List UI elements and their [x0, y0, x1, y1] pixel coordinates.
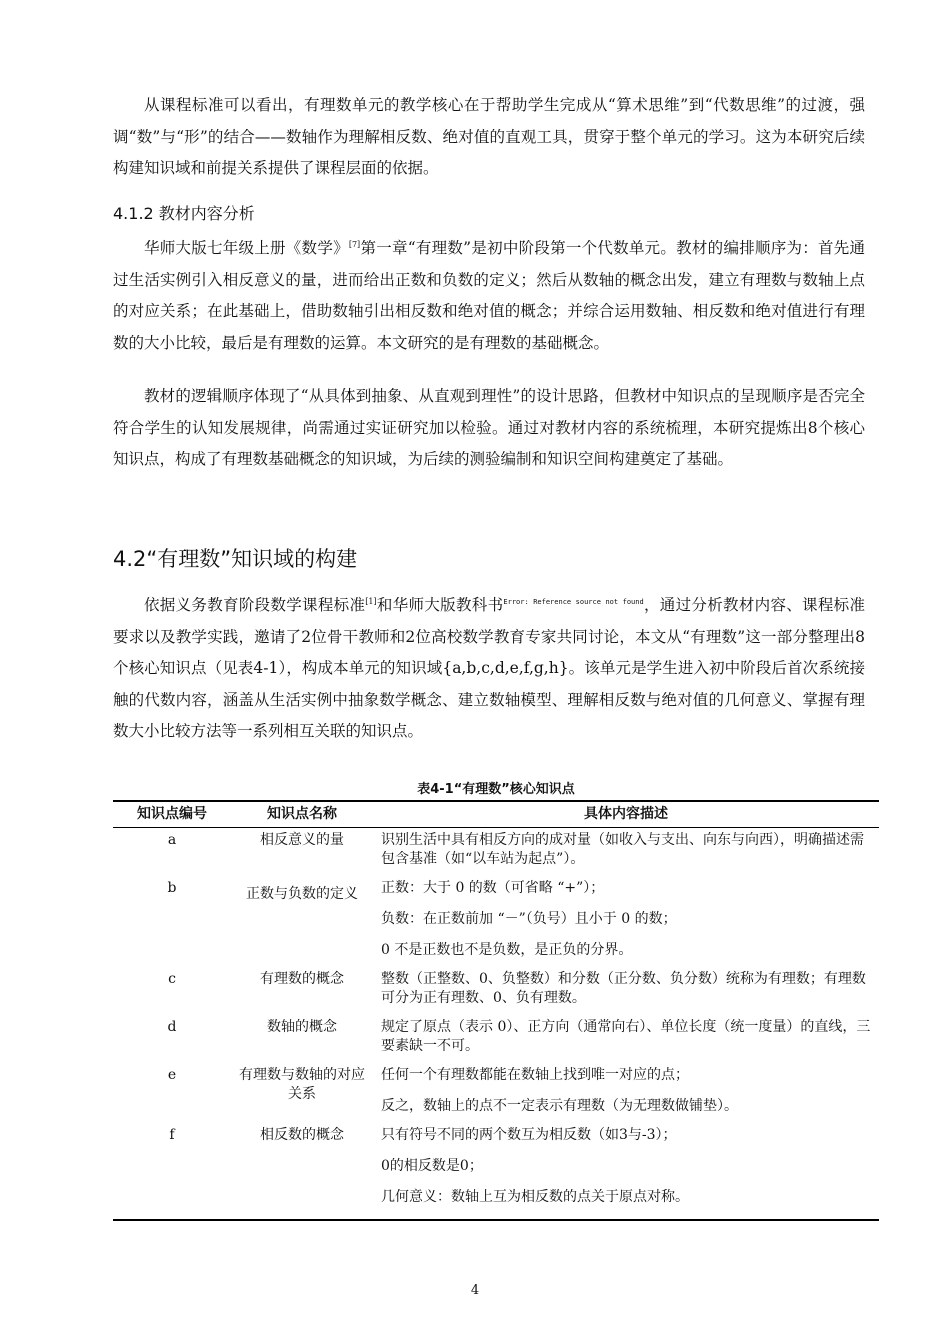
cell-name: 正数与负数的定义	[246, 886, 358, 902]
description-line: 任何一个有理数都能在数轴上找到唯一对应的点；	[381, 1067, 689, 1083]
description-line: 整数（正整数、0、负整数）和分数（正分数、负分数）统称为有理数；有理数可分为正有理数、0、负有理数。	[381, 971, 866, 1006]
text-run: 华师大版七年级上册《数学》	[144, 239, 349, 257]
cell-code: d	[167, 1019, 177, 1035]
description-line: 正数：大于 0 的数（可省略 “+”）；	[381, 880, 605, 896]
description-line: 负数：在正数前加 “－”（负号）且小于 0 的数；	[381, 911, 677, 927]
table-header-row	[113, 801, 879, 828]
paragraph-knowledge-domain	[113, 590, 865, 748]
cell-description	[373, 1015, 879, 1063]
description-line: 0 不是正数也不是负数，是正负的分界。	[381, 942, 633, 958]
table-row	[113, 876, 879, 967]
cell-name: 有理数的概念	[260, 971, 344, 987]
cell-description	[373, 828, 879, 877]
description-line: 规定了原点（表示 0）、正方向（通常向右）、单位长度（统一度量）的直线，三要素缺一不可。	[381, 1019, 871, 1054]
description-line: 反之，数轴上的点不一定表示有理数（为无理数做铺垫）。	[381, 1098, 738, 1114]
description-line: 几何意义：数轴上互为相反数的点关于原点对称。	[381, 1189, 689, 1205]
citation-ref: [1]	[365, 597, 377, 606]
text-run: ，通过分析教材内容、课程标准要求以及教学实践，邀请了2位骨干教师和2位高校数学教育专家共同讨论，本文从“有理数”这一部分整理出8个核心知识点（见表4-1），构成本单元的知识域{a,b,c,d,e,f,g,h}。该单元是学生进入初中阶段后首次系统接触的代数内容，涵盖从生活实例中抽象数学概念、建立数轴模型、理解相反数与绝对值的几何意义、掌握有理数大小比较方法等一系列相互关联的知识点。	[113, 596, 865, 740]
table-row	[113, 1063, 879, 1123]
description-line: 只有符号不同的两个数互为相反数（如3与-3）；	[381, 1127, 677, 1143]
cell-description	[373, 1063, 879, 1123]
cell-name: 相反数的概念	[231, 1123, 373, 1220]
description-line: 0的相反数是0；	[381, 1158, 483, 1174]
table-row	[113, 1015, 879, 1063]
cell-description	[373, 967, 879, 1015]
cell-description	[373, 1123, 879, 1220]
table-row	[113, 1123, 879, 1220]
cell-code: e	[167, 1067, 177, 1083]
cell-name: 相反意义的量	[260, 832, 344, 848]
paragraph-textbook-logic: 教材的逻辑顺序体现了“从具体到抽象、从直观到理性”的设计思路，但教材中知识点的呈现顺序是否完全符合学生的认知发展规律，尚需通过实证研究加以检验。通过对教材内容的系统梳理，本研究提炼出8个核心知识点，构成了有理数基础概念的知识域，为后续的测验编制和知识空间构建奠定了基础。	[113, 387, 865, 468]
cell-code: b	[167, 880, 177, 896]
cell-name: 数轴的概念	[267, 1019, 337, 1035]
text-run: 依据义务教育阶段数学课程标准	[144, 596, 366, 614]
section-heading-4-1-2: 4.1.2 教材内容分析	[113, 204, 255, 223]
description-line: 识别生活中具有相反方向的成对量（如收入与支出、向东与向西），明确描述需包含基准（如“以车站为起点”）。	[381, 832, 864, 867]
paragraph-curriculum-summary: 从课程标准可以看出，有理数单元的教学核心在于帮助学生完成从“算术思维”到“代数思维”的过渡，强调“数”与“形”的结合——数轴作为理解相反数、绝对值的直观工具，贯穿于整个单元的学习。这为本研究后续构建知识域和前提关系提供了课程层面的依据。	[113, 96, 865, 177]
header-code: 知识点编号	[113, 801, 231, 828]
text-run: 第一章“有理数”是初中阶段第一个代数单元。教材的编排顺序为：首先通过生活实例引入相反意义的量，进而给出正数和负数的定义；然后从数轴的概念出发，建立有理数与数轴上点的对应关系；在此基础上，借助数轴引出相反数和绝对值的概念；并综合运用数轴、相反数和绝对值进行有理数的大小比较，最后是有理数的运算。本文研究的是有理数的基础概念。	[113, 239, 865, 352]
section-heading-4-2: 4.2“有理数”知识域的构建	[113, 547, 358, 571]
cell-description	[373, 876, 879, 967]
table-row	[113, 967, 879, 1015]
page-number: 4	[470, 1283, 480, 1298]
cell-code: f	[113, 1123, 231, 1220]
header-description: 具体内容描述	[373, 801, 879, 828]
citation-error: Error: Reference source not found	[503, 598, 644, 606]
knowledge-points-table	[113, 800, 879, 1221]
header-name: 知识点名称	[231, 801, 373, 828]
table-row	[113, 828, 879, 877]
cell-code: c	[168, 971, 176, 987]
table-caption: 表4-1“有理数”核心知识点	[417, 782, 575, 797]
cell-name: 有理数与数轴的对应关系	[239, 1067, 365, 1102]
paragraph-textbook-analysis	[113, 233, 865, 359]
citation-ref: [7]	[348, 240, 361, 249]
cell-code: a	[167, 832, 177, 848]
text-run: 和华师大版教科书	[376, 596, 504, 614]
